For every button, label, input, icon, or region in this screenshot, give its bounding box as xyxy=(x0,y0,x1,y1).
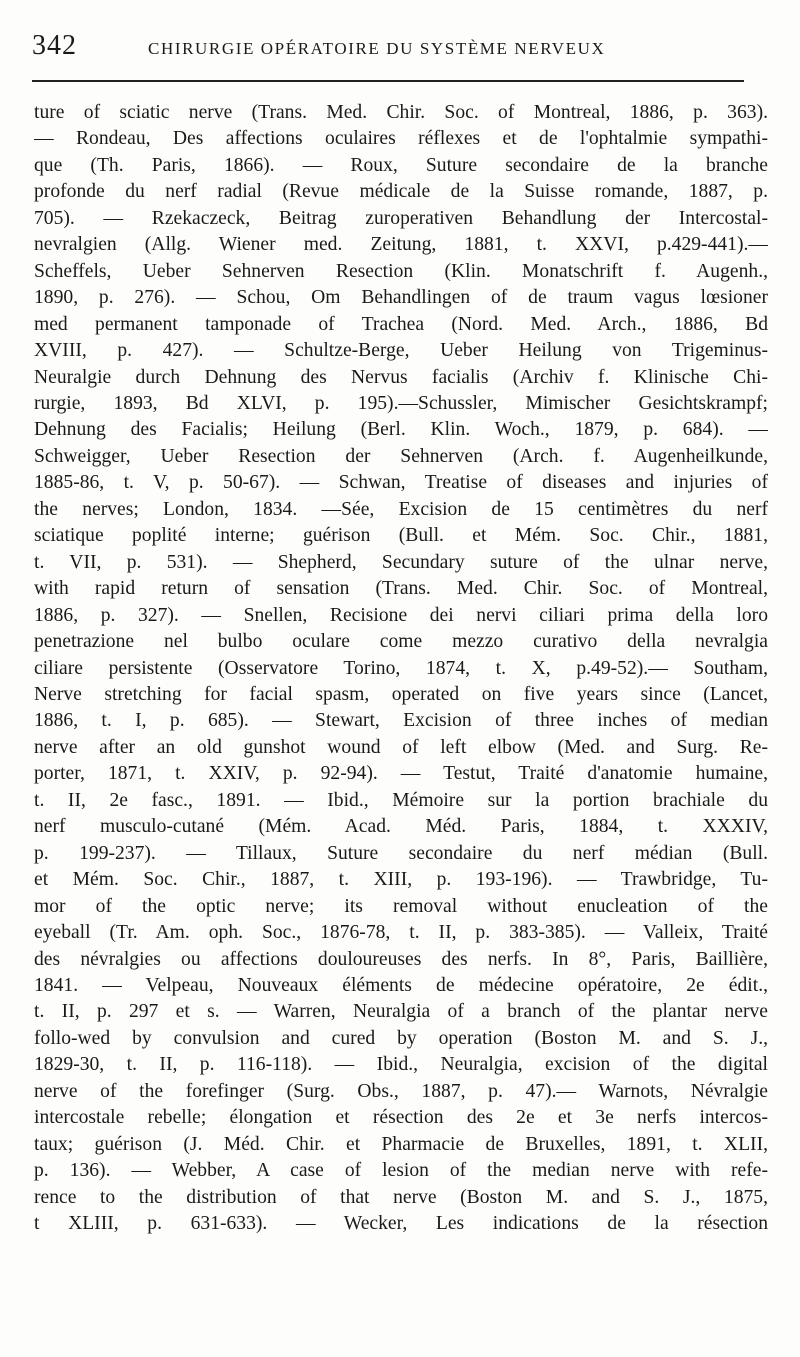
text-line: que (Th. Paris, 1866). — Roux, Suture secondaire de la branche xyxy=(34,154,768,176)
text-line: Dehnung des Facialis; Heilung (Berl. Klin. Woch., 1879, p. 684). — xyxy=(34,419,768,441)
text-line: t. II, 2e fasc., 1891. — Ibid., Mémoire sur la portion brachiale du xyxy=(34,789,768,811)
text-line: with rapid return of sensation (Trans. Med. Chir. Soc. of Montreal, xyxy=(34,578,768,600)
text-line: des névralgies ou affections douloureuses des nerfs. In 8°, Paris, Baillière, xyxy=(34,948,768,970)
text-line: eyeball (Tr. Am. oph. Soc., 1876-78, t. II, p. 383-385). — Valleix, Traité xyxy=(34,922,768,944)
text-line: 1829-30, t. II, p. 116-118). — Ibid., Neuralgia, excision of the digital xyxy=(34,1054,768,1076)
text-line: nevralgien (Allg. Wiener med. Zeitung, 1881, t. XXVI, p.429-441).— xyxy=(34,234,768,256)
text-line: t. II, p. 297 et s. — Warren, Neuralgia of a branch of the plantar nerve xyxy=(34,1001,768,1023)
text-line: 1886, p. 327). — Snellen, Recisione dei nervi ciliari prima della loro xyxy=(34,604,768,626)
text-line: et Mém. Soc. Chir., 1887, t. XIII, p. 193-196). — Trawbridge, Tu- xyxy=(34,869,768,891)
text-line: mor of the optic nerve; its removal without enucleation of the xyxy=(34,895,768,917)
text-line: porter, 1871, t. XXIV, p. 92-94). — Testut, Traité d'anatomie humaine, xyxy=(34,763,768,785)
text-line: t. VII, p. 531). — Shepherd, Secundary suture of the ulnar nerve, xyxy=(34,551,768,573)
text-line: Neuralgie durch Dehnung des Nervus facialis (Archiv f. Klinische Chi- xyxy=(34,366,768,388)
text-line: Schweigger, Ueber Resection der Sehnerven (Arch. f. Augenheilkunde, xyxy=(34,445,768,467)
text-line: ture of sciatic nerve (Trans. Med. Chir. Soc. of Montreal, 1886, p. 363). xyxy=(34,102,768,123)
text-line: 1886, t. I, p. 685). — Stewart, Excision of three inches of median xyxy=(34,710,768,732)
text-line: nerf musculo-cutané (Mém. Acad. Méd. Paris, 1884, t. XXXIV, xyxy=(34,816,768,838)
text-line: ciliare persistente (Osservatore Torino, 1874, t. X, p.49-52).— Southam, xyxy=(34,657,768,679)
text-line: profonde du nerf radial (Revue médicale de la Suisse romande, 1887, p. xyxy=(34,181,768,203)
text-line: nerve of the forefinger (Surg. Obs., 1887, p. 47).— Warnots, Névralgie xyxy=(34,1080,768,1102)
text-line: med permanent tamponade of Trachea (Nord. Med. Arch., 1886, Bd xyxy=(34,313,768,335)
text-line: — Rondeau, Des affections oculaires réflexes et de l'ophtalmie sympathi- xyxy=(34,128,768,150)
text-line: t XLIII, p. 631-633). — Wecker, Les indications de la résection xyxy=(34,1213,768,1235)
text-line: 1890, p. 276). — Schou, Om Behandlingen of de traum vagus lœsioner xyxy=(34,287,768,309)
text-line: rence to the distribution of that nerve (Boston M. and S. J., 1875, xyxy=(34,1186,768,1208)
text-line: 1885-86, t. V, p. 50-67). — Schwan, Treatise of diseases and injuries of xyxy=(34,472,768,494)
text-line: rurgie, 1893, Bd XLVI, p. 195).—Schussler, Mimischer Gesichtskrampf; xyxy=(34,392,768,414)
text-line: penetrazione nel bulbo oculare come mezzo curativo della nevralgia xyxy=(34,631,768,653)
text-line: XVIII, p. 427). — Schultze-Berge, Ueber Heilung von Trigeminus- xyxy=(34,340,768,362)
header-rule xyxy=(32,80,744,82)
text-line: 705). — Rzekaczeck, Beitrag zuroperativen Behandlung der Intercostal- xyxy=(34,207,768,229)
page-number: 342 xyxy=(32,30,77,61)
text-line: sciatique poplité interne; guérison (Bull. et Mém. Soc. Chir., 1881, xyxy=(34,525,768,547)
text-line: intercostale rebelle; élongation et résection des 2e et 3e nerfs intercos- xyxy=(34,1107,768,1129)
text-line: follo-wed by convulsion and cured by operation (Boston M. and S. J., xyxy=(34,1027,768,1049)
running-title: CHIRURGIE OPÉRATOIRE DU SYSTÈME NERVEUX xyxy=(148,39,606,58)
text-line: the nerves; London, 1834. —Sée, Excision de 15 centimètres du nerf xyxy=(34,498,768,520)
bibliography-text xyxy=(34,100,768,1237)
text-line: p. 136). — Webber, A case of lesion of the median nerve with refe- xyxy=(34,1160,768,1182)
text-line: nerve after an old gunshot wound of left elbow (Med. and Surg. Re- xyxy=(34,736,768,758)
text-line: Scheffels, Ueber Sehnerven Resection (Klin. Monatschrift f. Augenh., xyxy=(34,260,768,282)
running-head xyxy=(32,30,752,64)
text-line: taux; guérison (J. Méd. Chir. et Pharmacie de Bruxelles, 1891, t. XLII, xyxy=(34,1133,768,1155)
text-line: 1841. — Velpeau, Nouveaux éléments de médecine opératoire, 2e édit., xyxy=(34,974,768,996)
text-line: p. 199-237). — Tillaux, Suture secondaire du nerf médian (Bull. xyxy=(34,842,768,864)
text-line: Nerve stretching for facial spasm, operated on five years since (Lancet, xyxy=(34,683,768,705)
